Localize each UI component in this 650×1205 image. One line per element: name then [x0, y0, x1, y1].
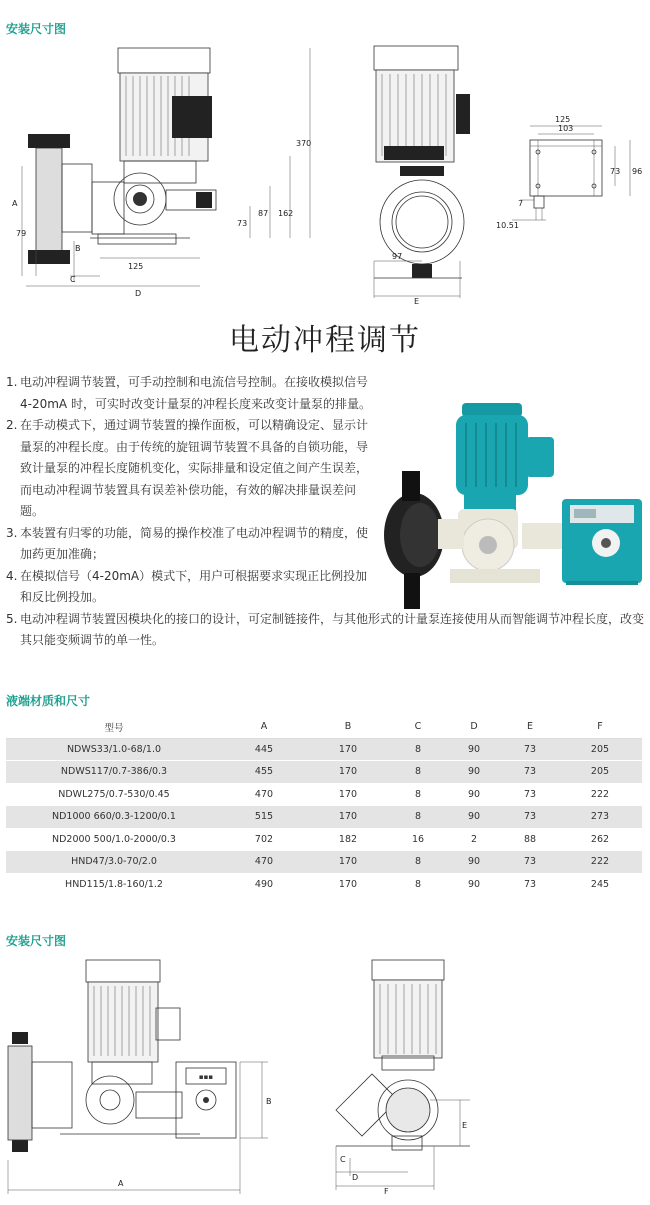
header-a: A	[222, 716, 306, 738]
dim2-a-label: A	[118, 1179, 124, 1188]
feature-item: 4. 在模拟信号（4-20mA）模式下，用户可根据要求实现正比例投加和反比例投加。	[6, 568, 368, 604]
header-f: F	[558, 716, 642, 738]
table-title: 液端材质和尺寸	[6, 694, 91, 708]
installation-drawing-2	[0, 950, 650, 1200]
feature-item: 3. 本装置有归零的功能，简易的操作校准了电动冲程调节的精度，使加药更加准确；	[6, 525, 369, 561]
dim2-e-label: E	[462, 1121, 468, 1130]
table-row: NDWL275/0.7-530/0.45 470 170 8 90 73 222	[6, 783, 642, 806]
side-view-2	[336, 960, 470, 1196]
front-view-2	[8, 960, 272, 1194]
table-header-row	[6, 716, 642, 738]
dim-c-label: C	[70, 275, 76, 284]
header-model: 型号	[6, 716, 222, 738]
base-plate-view	[496, 115, 642, 230]
dim-162-label: 162	[278, 209, 294, 218]
table-row: NDWS117/0.7-386/0.3 455 170 8 90 73 205	[6, 761, 642, 784]
table-row: ND2000 500/1.0-2000/0.3 702 182 16 2 88 262	[6, 828, 642, 851]
dim-base-125-label: 125	[555, 115, 571, 124]
section-title-installation-2: 安装尺寸图	[6, 934, 67, 948]
table-row: NDWS33/1.0-68/1.0 445 170 8 90 73 205	[6, 738, 642, 761]
dim2-b-label: B	[266, 1097, 272, 1106]
table-row: ND1000 660/0.3-1200/0.1 515 170 8 90 73 273	[6, 806, 642, 829]
dim-base-73-label: 73	[610, 167, 621, 176]
pump-product-image	[370, 383, 646, 623]
dim-73-label: 73	[237, 219, 248, 228]
dim2-d-label: D	[352, 1173, 359, 1182]
feature-item: 5. 电动冲程调节装置因模块化的接口的设计，可定制链接件，与其他形式的计量泵连接使用从而智能调节冲程长度，改变其只能变频调节的单一性。	[6, 611, 645, 647]
header-e: E	[502, 716, 558, 738]
dim-97-label: 97	[392, 252, 403, 261]
header-b: B	[306, 716, 390, 738]
header-d: D	[446, 716, 502, 738]
dim-base-96-label: 96	[632, 167, 643, 176]
spec-table	[6, 716, 642, 896]
side-view	[374, 46, 470, 306]
dim-e-label: E	[414, 297, 420, 306]
dim-125-label: 125	[128, 262, 144, 271]
dim-base-103-label: 103	[558, 124, 574, 133]
table-row: HND115/1.8-160/1.2 490 170 8 90 73 245	[6, 873, 642, 896]
table-row: HND47/3.0-70/2.0 470 170 8 90 73 222	[6, 851, 642, 874]
page-title: 电动冲程调节	[229, 323, 421, 358]
dim-87-label: 87	[258, 209, 269, 218]
header-c: C	[390, 716, 446, 738]
installation-drawing-1	[0, 36, 650, 306]
dim-d-label: D	[135, 289, 142, 298]
svg-text:▪▪▪: ▪▪▪	[198, 1073, 214, 1081]
dim2-f-label: F	[384, 1187, 389, 1196]
dim-base-7-label: 7	[518, 199, 524, 208]
dim-b-label: B	[75, 244, 81, 253]
front-view	[12, 48, 311, 298]
dim-base-10-label: 10.51	[496, 221, 519, 230]
feature-item: 2. 在手动模式下，通过调节装置的操作面板，可以精确设定、显示计量泵的冲程长度。由于传统的旋钮调节装置不具备的自锁功能，导致计量泵的冲程长度随机变化，实际排量和设定值之间产生误差，而电动冲程调节装置具有误差补偿功能，有效的解决排量误差问题。	[6, 418, 369, 518]
section-title-installation: 安装尺寸图	[6, 22, 67, 36]
dim-79-label: 79	[16, 229, 27, 238]
dim2-c-label: C	[340, 1155, 346, 1164]
dim-370-label: 370	[296, 139, 312, 148]
dim-a-label: A	[12, 199, 18, 208]
feature-item: 1. 电动冲程调节装置，可手动控制和电流信号控制。在接收模拟信号 4-20mA 时，可实时改变计量泵的冲程长度来改变计量泵的排量。	[6, 375, 371, 411]
